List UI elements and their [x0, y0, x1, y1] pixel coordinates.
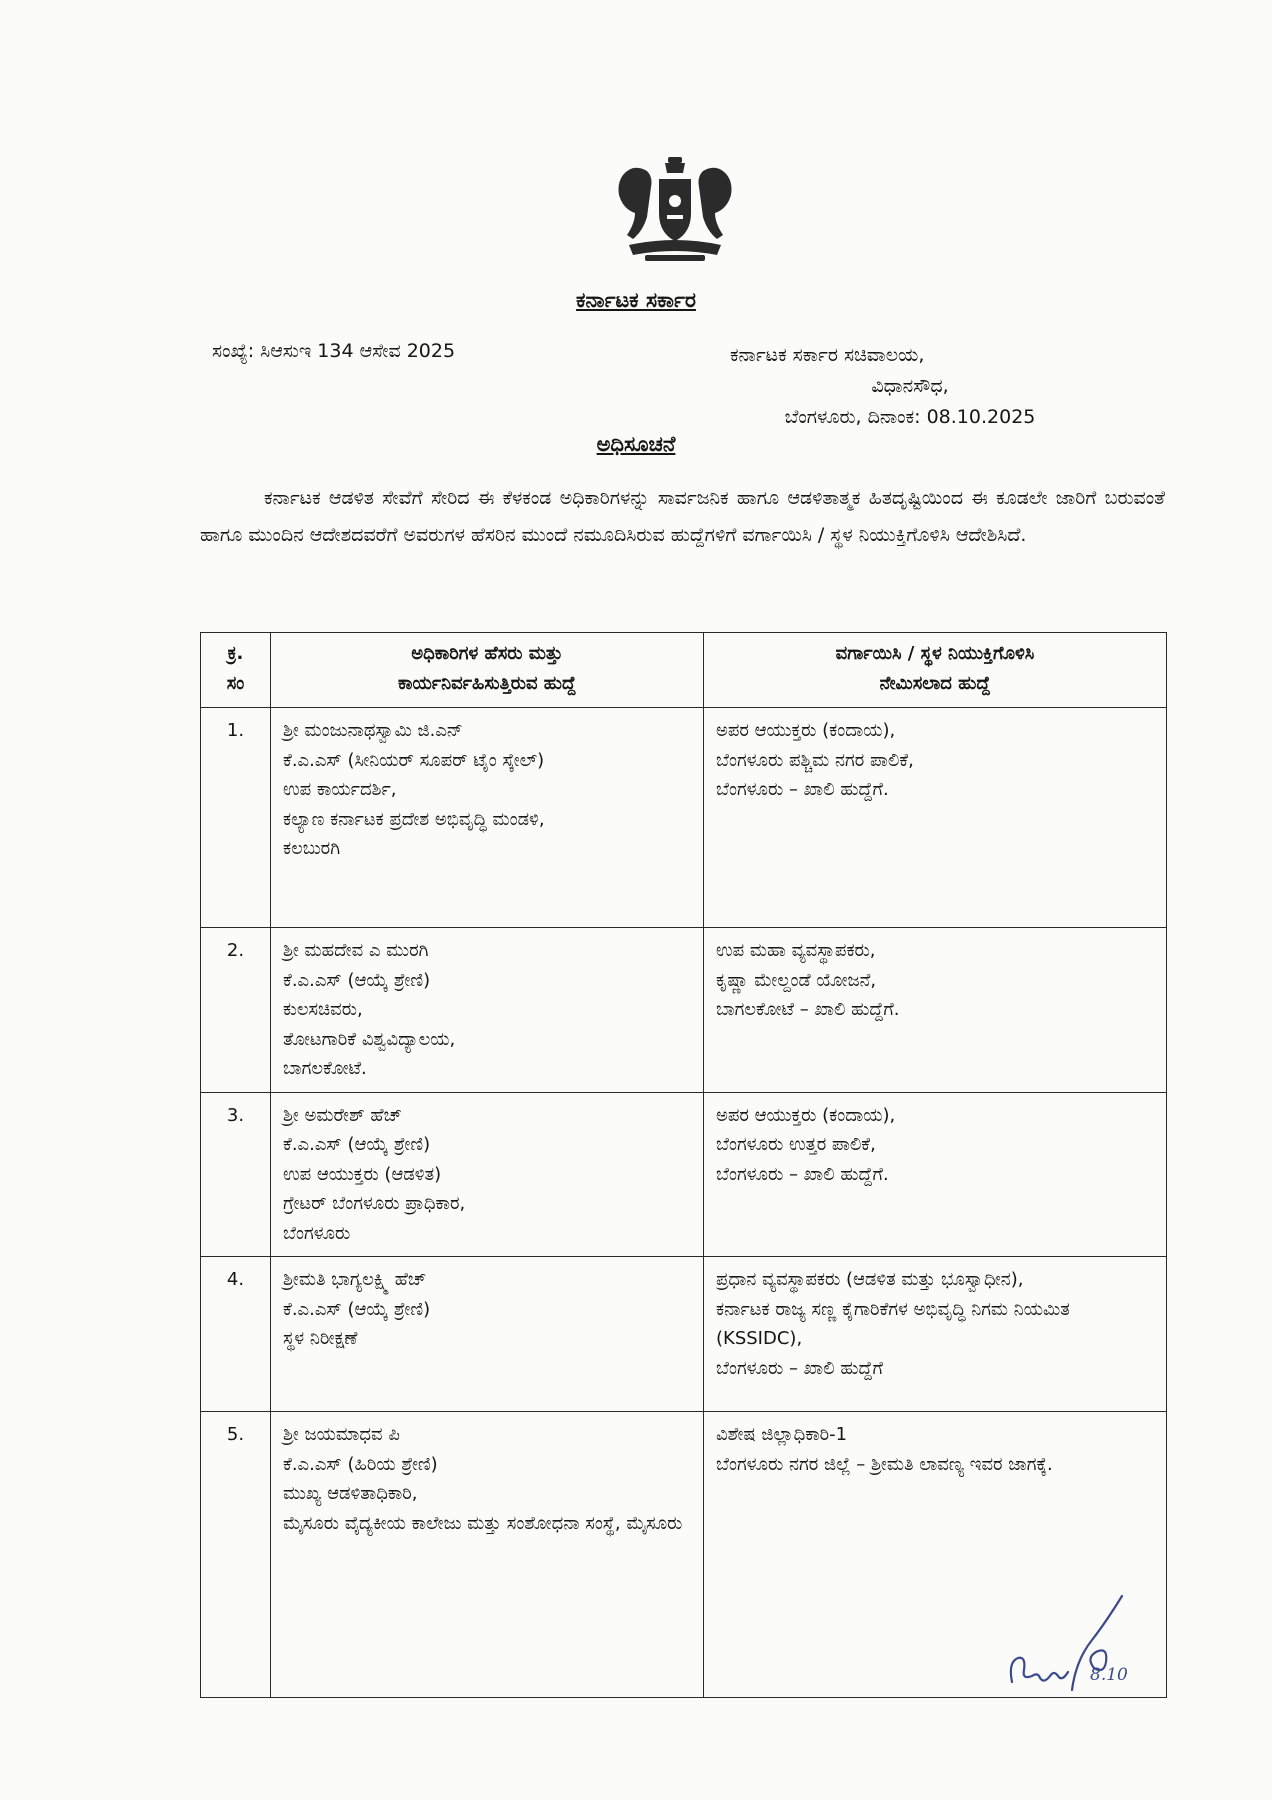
- row-posting: ಪ್ರಧಾನ ವ್ಯವಸ್ಥಾಪಕರು (ಆಡಳಿತ ಮತ್ತು ಭೂಸ್ವಾಧೀನ), ಕರ್ನಾಟಕ ರಾಜ್ಯ ಸಣ್ಣ ಕೈಗಾರಿಕೆಗಳ ಅಭಿವೃದ್ಧಿ ನಿಗಮ ನಿಯಮಿತ (KSSIDC), ಬೆಂಗಳೂರು – ಖಾಲಿ ಹುದ್ದೆಗೆ: [704, 1257, 1167, 1412]
- row-officer: ಶ್ರೀ ಅಮರೇಶ್ ಹೆಚ್ ಕೆ.ಎ.ಎಸ್ (ಆಯ್ಕೆ ಶ್ರೇಣಿ) ಉಪ ಆಯುಕ್ತರು (ಆಡಳಿತ) ಗ್ರೇಟರ್ ಬೆಂಗಳೂರು ಪ್ರಾಧಿಕಾರ, ಬೆಂಗಳೂರು: [271, 1092, 704, 1257]
- row-serial: 4.: [201, 1257, 271, 1412]
- header-serial: ಕ್ರ. ಸಂ: [201, 633, 271, 708]
- header-posting: ವರ್ಗಾಯಿಸಿ / ಸ್ಥಳ ನಿಯುಕ್ತಿಗೊಳಿಸಿ ನೇಮಿಸಲಾದ ಹುದ್ದೆ: [704, 633, 1167, 708]
- row-posting: ವಿಶೇಷ ಜಿಲ್ಲಾಧಿಕಾರಿ-1 ಬೆಂಗಳೂರು ನಗರ ಜಿಲ್ಲೆ – ಶ್ರೀಮತಿ ಲಾವಣ್ಯ ಇವರ ಜಾಗಕ್ಕೆ.: [704, 1412, 1167, 1698]
- notification-title: ಅಧಿಸೂಚನೆ: [596, 432, 676, 456]
- table-row: [201, 708, 1167, 928]
- row-posting: ಉಪ ಮಹಾ ವ್ಯವಸ್ಥಾಪಕರು, ಕೃಷ್ಣಾ ಮೇಲ್ದಂಡೆ ಯೋಜನೆ, ಬಾಗಲಕೋಟೆ – ಖಾಲಿ ಹುದ್ದೆಗೆ.: [704, 928, 1167, 1093]
- government-title: ಕರ್ನಾಟಕ ಸರ್ಕಾರ: [576, 288, 696, 312]
- table-row: [201, 1092, 1167, 1257]
- row-officer: ಶ್ರೀ ಮಂಜುನಾಥಸ್ವಾಮಿ ಜಿ.ಎನ್ ಕೆ.ಎ.ಎಸ್ (ಸೀನಿಯರ್ ಸೂಪರ್ ಟೈಂ ಸ್ಕೇಲ್) ಉಪ ಕಾರ್ಯದರ್ಶಿ, ಕಲ್ಯಾಣ ಕರ್ನಾಟಕ ಪ್ರದೇಶ ಅಭಿವೃದ್ಧಿ ಮಂಡಳಿ, ಕಲಬುರಗಿ: [271, 708, 704, 928]
- header-officer: ಅಧಿಕಾರಿಗಳ ಹೆಸರು ಮತ್ತು ಕಾರ್ಯನಿರ್ವಹಿಸುತ್ತಿರುವ ಹುದ್ದೆ: [271, 633, 704, 708]
- row-posting: ಅಪರ ಆಯುಕ್ತರು (ಕಂದಾಯ), ಬೆಂಗಳೂರು ಉತ್ತರ ಪಾಲಿಕೆ, ಬೆಂಗಳೂರು – ಖಾಲಿ ಹುದ್ದೆಗೆ.: [704, 1092, 1167, 1257]
- row-serial: 1.: [201, 708, 271, 928]
- notification-body: ಕರ್ನಾಟಕ ಆಡಳಿತ ಸೇವೆಗೆ ಸೇರಿದ ಈ ಕೆಳಕಂಡ ಅಧಿಕಾರಿಗಳನ್ನು ಸಾರ್ವಜನಿಕ ಹಾಗೂ ಆಡಳಿತಾತ್ಮಕ ಹಿತದೃಷ್ಟಿಯಿಂದ ಈ ಕೂಡಲೇ ಜಾರಿಗೆ ಬರುವಂತೆ ಹಾಗೂ ಮುಂದಿನ ಆದೇಶದವರೆಗೆ ಅವರುಗಳ ಹೆಸರಿನ ಮುಂದೆ ನಮೂದಿಸಿರುವ ಹುದ್ದೆಗಳಿಗೆ ವರ್ಗಾಯಿಸಿ / ಸ್ಥಳ ನಿಯುಕ್ತಿಗೊಳಿಸಿ ಆದೇಶಿಸಿದೆ.: [200, 487, 1165, 546]
- table-row: [201, 1257, 1167, 1412]
- table-header-row: [201, 633, 1167, 708]
- address-line-secretariat: ಕರ್ನಾಟಕ ಸರ್ಕಾರ ಸಚಿವಾಲಯ,: [730, 344, 925, 366]
- table-row: [201, 928, 1167, 1093]
- row-serial: 3.: [201, 1092, 271, 1257]
- row-serial: 5.: [201, 1412, 271, 1698]
- row-serial: 2.: [201, 928, 271, 1093]
- row-officer: ಶ್ರೀ ಜಯಮಾಧವ ಪಿ ಕೆ.ಎ.ಎಸ್ (ಹಿರಿಯ ಶ್ರೇಣಿ) ಮುಖ್ಯ ಆಡಳಿತಾಧಿಕಾರಿ, ಮೈಸೂರು ವೈದ್ಯಕೀಯ ಕಾಲೇಜು ಮತ್ತು ಸಂಶೋಧನಾ ಸಂಸ್ಥೆ, ಮೈಸೂರು: [271, 1412, 704, 1698]
- transfer-orders-table: [200, 632, 1167, 1698]
- reference-number: ಸಂಖ್ಯೆ: ಸಿಆಸುಇ 134 ಆಸೇವ 2025: [212, 340, 456, 362]
- office-address: [730, 340, 1090, 433]
- signature-date: 8.10: [1090, 1665, 1128, 1685]
- row-officer: ಶ್ರೀ ಮಹದೇವ ಎ ಮುರಗಿ ಕೆ.ಎ.ಎಸ್ (ಆಯ್ಕೆ ಶ್ರೇಣಿ) ಕುಲಸಚಿವರು, ತೋಟಗಾರಿಕೆ ವಿಶ್ವವಿದ್ಯಾಲಯ, ಬಾಗಲಕೋಟೆ.: [271, 928, 704, 1093]
- address-line-vidhana-soudha: ವಿಧಾನಸೌಧ,: [871, 375, 949, 397]
- address-line-place-date: ಬೆಂಗಳೂರು, ದಿನಾಂಕ: 08.10.2025: [784, 406, 1036, 428]
- state-emblem-icon: [615, 155, 735, 270]
- row-officer: ಶ್ರೀಮತಿ ಭಾಗ್ಯಲಕ್ಷ್ಮಿ ಹೆಚ್ ಕೆ.ಎ.ಎಸ್ (ಆಯ್ಕೆ ಶ್ರೇಣಿ) ಸ್ಥಳ ನಿರೀಕ್ಷಣೆ: [271, 1257, 704, 1412]
- row-posting: ಅಪರ ಆಯುಕ್ತರು (ಕಂದಾಯ), ಬೆಂಗಳೂರು ಪಶ್ಚಿಮ ನಗರ ಪಾಲಿಕೆ, ಬೆಂಗಳೂರು – ಖಾಲಿ ಹುದ್ದೆಗೆ.: [704, 708, 1167, 928]
